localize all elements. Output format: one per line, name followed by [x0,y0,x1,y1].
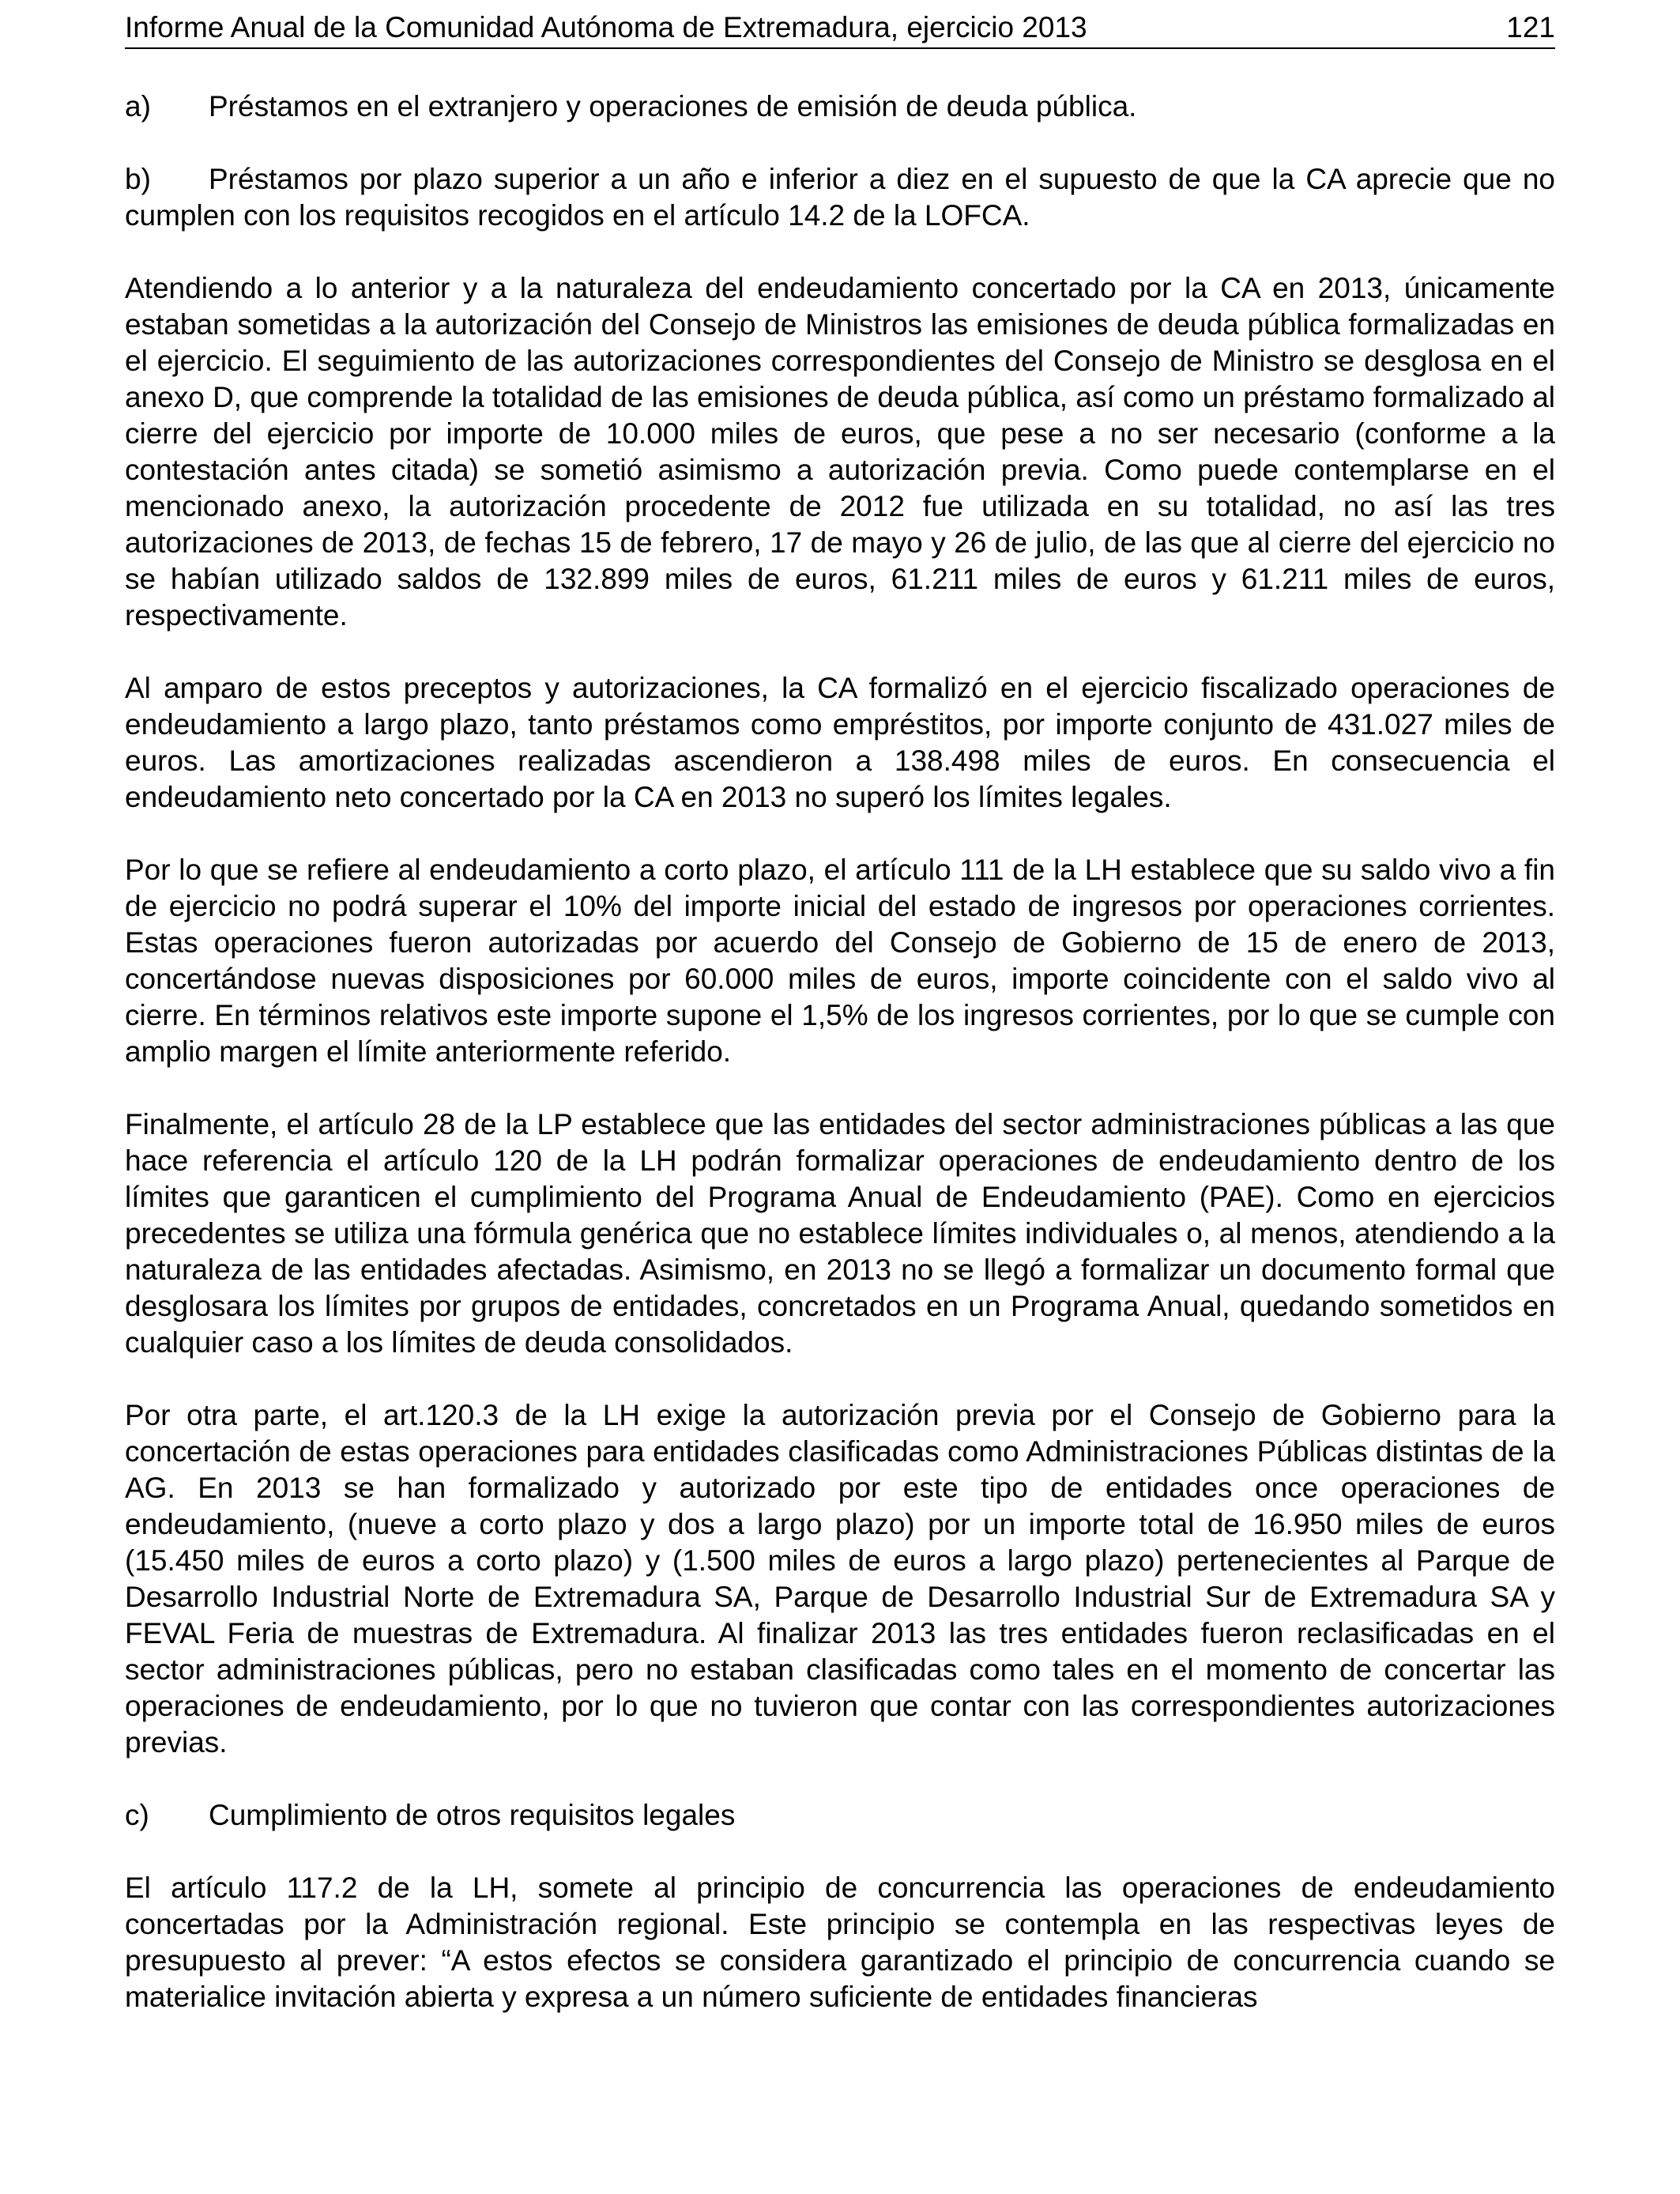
list-label-a: a) [125,90,151,123]
section-heading-c [125,1797,1555,1834]
paragraph-pae: Finalmente, el artículo 28 de la LP establece que las entidades del sector administraciones públicas a las que hace referencia el artículo 120 de la LH podrán formalizar operaciones de endeudamiento dentro de los límites que garanticen el cumplimiento del Programa Anual de Endeudamiento (PAE). Como en ejercicios precedentes se utiliza una fórmula genérica que no establece límites individuales o, al menos, atendiendo a la naturaleza de las entidades afectadas. Asimismo, en 2013 no se llegó a formalizar un documento formal que desglosara los límites por grupos de entidades, concretados en un Programa Anual, quedando sometidos en cualquier caso a los límites de deuda consolidados. [125,1108,1555,1359]
header-title: Informe Anual de la Comunidad Autónoma de Extremadura, ejercicio 2013 [125,11,1087,43]
list-text-b: Préstamos por plazo superior a un año e inferior a diez en el supuesto de que la CA aprecie que no cumplen con los requisitos recogidos en el artículo 14.2 de la LOFCA. [125,163,1555,232]
list-label-b: b) [125,163,151,195]
paragraph-long-term-debt: Al amparo de estos preceptos y autorizaciones, la CA formalizó en el ejercicio fiscalizado operaciones de endeudamiento a largo plazo, tanto préstamos como empréstitos, por importe conjunto de 431.027 miles de euros. Las amortizaciones realizadas ascendieron a 138.498 miles de euros. En consecuencia el endeudamiento neto concertado por la CA en 2013 no superó los límites legales. [125,672,1555,813]
section-label-c: c) [125,1799,149,1831]
page-header [125,8,1555,49]
page-number: 121 [1506,11,1555,43]
paragraph-authorizations: Atendiendo a lo anterior y a la naturaleza del endeudamiento concertado por la CA en 2013, únicamente estaban sometidas a la autorización del Consejo de Ministros las emisiones de deuda pública formalizadas en el ejercicio. El seguimiento de las autorizaciones correspondientes del Consejo de Ministro se desglosa en el anexo D, que comprende la totalidad de las emisiones de deuda pública, así como un préstamo formalizado al cierre del ejercicio por importe de 10.000 miles de euros, que pese a no ser necesario (conforme a la contestación antes citada) se sometió asimismo a autorización previa. Como puede contemplarse en el mencionado anexo, la autorización procedente de 2012 fue utilizada en su totalidad, no así las tres autorizaciones de 2013, de fechas 15 de febrero, 17 de mayo y 26 de julio, de las que al cierre del ejercicio no se habían utilizado saldos de 132.899 miles de euros, 61.211 miles de euros y 61.211 miles de euros, respectivamente. [125,272,1555,631]
list-text-a: Préstamos en el extranjero y operaciones de emisión de deuda pública. [209,90,1137,123]
section-title-c: Cumplimiento de otros requisitos legales [209,1799,736,1831]
paragraph-concurrency: El artículo 117.2 de la LH, somete al principio de concurrencia las operaciones de endeudamiento concertadas por la Administración regional. Este principio se contempla en las respectivas leyes de presupuesto al prever: “A estos efectos se considera garantizado el principio de concurrencia cuando se materialice invitación abierta y expresa a un número suficiente de entidades financieras [125,1872,1555,2013]
list-item-b [125,161,1555,234]
paragraph-short-term-debt: Por lo que se refiere al endeudamiento a corto plazo, el artículo 111 de la LH establece que su saldo vivo a fin de ejercicio no podrá superar el 10% del importe inicial del estado de ingresos por operaciones corrientes. Estas operaciones fueron autorizadas por acuerdo del Consejo de Gobierno de 15 de enero de 2013, concertándose nuevas disposiciones por 60.000 miles de euros, importe coincidente con el saldo vivo al cierre. En términos relativos este importe supone el 1,5% de los ingresos corrientes, por lo que se cumple con amplio margen el límite anteriormente referido. [125,854,1555,1068]
document-body [125,89,1555,2015]
paragraph-art-120-3: Por otra parte, el art.120.3 de la LH exige la autorización previa por el Consejo de Gobierno para la concertación de estas operaciones para entidades clasificadas como Administraciones Públicas distintas de la AG. En 2013 se han formalizado y autorizado por este tipo de entidades once operaciones de endeudamiento, (nueve a corto plazo y dos a largo plazo) por un importe total de 16.950 miles de euros (15.450 miles de euros a corto plazo) y (1.500 miles de euros a largo plazo) pertenecientes al Parque de Desarrollo Industrial Norte de Extremadura SA, Parque de Desarrollo Industrial Sur de Extremadura SA y FEVAL Feria de muestras de Extremadura. Al finalizar 2013 las tres entidades fueron reclasificadas en el sector administraciones públicas, pero no estaban clasificadas como tales en el momento de concertar las operaciones de endeudamiento, por lo que no tuvieron que contar con las correspondientes autorizaciones previas. [125,1399,1555,1759]
list-item-a [125,89,1555,125]
